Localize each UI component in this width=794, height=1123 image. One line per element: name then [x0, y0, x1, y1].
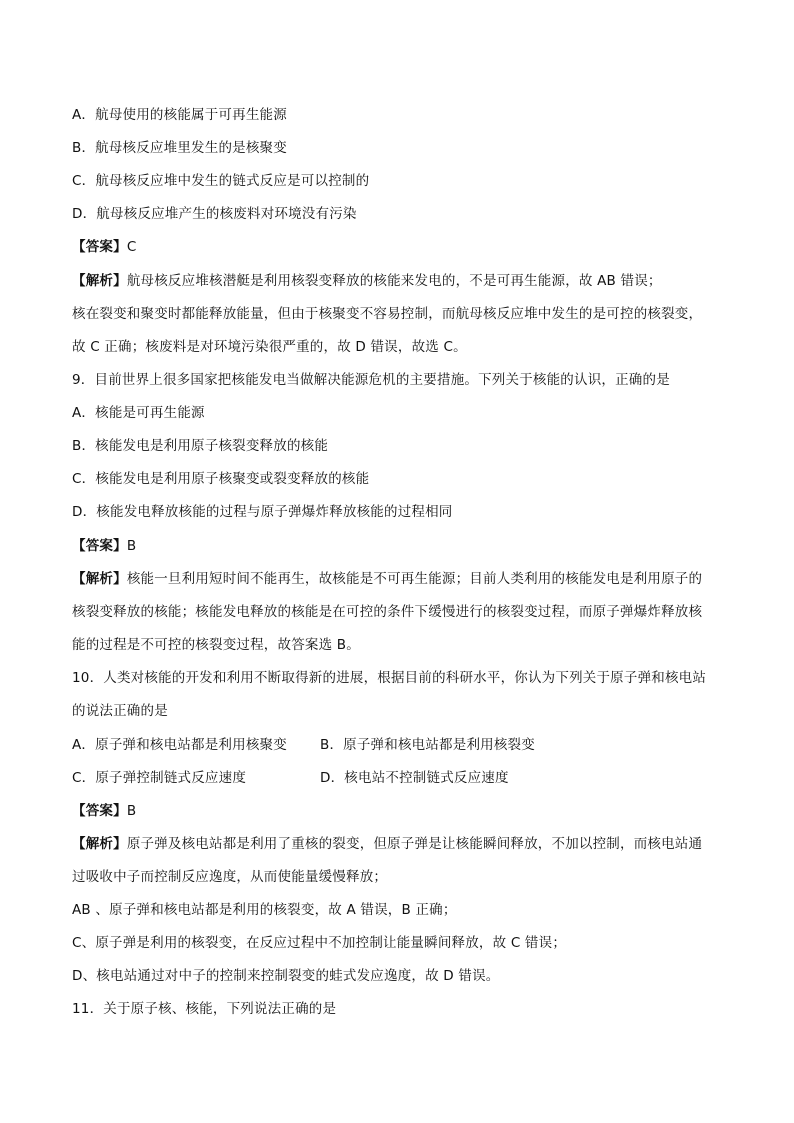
- q9-option-d: D．核能发电释放核能的过程与原子弹爆炸释放核能的过程相同: [72, 504, 453, 520]
- q9-option-b: B．核能发电是利用原子核裂变释放的核能: [72, 438, 329, 454]
- q10-analysis-line-1: [72, 835, 732, 853]
- q8-analysis-line-1: [72, 272, 732, 290]
- q9-option-c: C．核能发电是利用原子核聚变或裂变释放的核能: [72, 471, 370, 487]
- answer-value: B: [126, 538, 137, 554]
- answer-value: B: [126, 803, 137, 819]
- q9-analysis-line-1: [72, 570, 732, 588]
- q9-analysis-line-2: 核裂变释放的核能；核能发电释放的核能是在可控的条件下缓慢进行的核裂变过程，而原子弹爆炸释放核: [72, 604, 703, 620]
- analysis-text: 航母核反应堆核潜艇是利用核裂变释放的核能来发电的，不是可再生能源，故 AB 错误；: [126, 273, 662, 289]
- q10-analysis-line-2: 过吸收中子而控制反应逸度，从而使能量缓慢释放；: [72, 869, 388, 885]
- q10-option-b: B．原子弹和核电站都是利用核裂变: [320, 737, 535, 753]
- q8-option-b: B．航母核反应堆里发生的是核聚变: [72, 140, 287, 156]
- q10-analysis-line-3: AB 、原子弹和核电站都是利用的核裂变，故 A 错误，B 正确；: [72, 902, 457, 918]
- q10-options-row-2: [72, 769, 732, 787]
- answer-tag: 【答案】: [72, 803, 127, 819]
- q10-option-a: A．原子弹和核电站都是利用核聚变: [72, 737, 287, 753]
- q10-option-d: D．核电站不控制链式反应速度: [320, 770, 509, 786]
- q9-stem: 9．目前世界上很多国家把核能发电当做解决能源危机的主要措施。下列关于核能的认识，正确的是: [72, 372, 670, 388]
- q10-stem-line-1: 10．人类对核能的开发和利用不断取得新的进展，根据目前的科研水平，你认为下列关于原子弹和核电站: [72, 670, 707, 686]
- analysis-tag: 【解析】: [72, 571, 127, 587]
- q10-options-row-1: [72, 736, 732, 754]
- answer-value: C: [126, 239, 137, 255]
- q10-option-c: C．原子弹控制链式反应速度: [72, 770, 247, 786]
- q8-answer: [72, 238, 732, 256]
- answer-tag: 【答案】: [72, 239, 127, 255]
- analysis-tag: 【解析】: [72, 836, 127, 852]
- q8-option-c: C．航母核反应堆中发生的链式反应是可以控制的: [72, 173, 370, 189]
- q10-analysis-line-4: C、原子弹是利用的核裂变，在反应过程中不加控制让能量瞬间释放，故 C 错误；: [72, 935, 567, 951]
- q9-analysis-line-3: 能的过程是不可控的核裂变过程，故答案选 B。: [72, 637, 360, 653]
- q9-answer: [72, 537, 732, 555]
- q10-analysis-line-5: D、核电站通过对中子的控制来控制裂变的蛙式发应逸度，故 D 错误。: [72, 968, 500, 984]
- analysis-tag: 【解析】: [72, 273, 127, 289]
- q11-stem: 11．关于原子核、核能，下列说法正确的是: [72, 1001, 337, 1017]
- answer-tag: 【答案】: [72, 538, 127, 554]
- q8-analysis-line-3: 故 C 正确；核废料是对环境污染很严重的，故 D 错误，故选 C。: [72, 339, 467, 355]
- q8-option-a: A．航母使用的核能属于可再生能源: [72, 107, 287, 123]
- q8-analysis-line-2: 核在裂变和聚变时都能释放能量，但由于核聚变不容易控制，而航母核反应堆中发生的是可控的核裂变，: [72, 306, 703, 322]
- analysis-text: 原子弹及核电站都是利用了重核的裂变，但原子弹是让核能瞬间释放，不加以控制，而核电站通: [126, 836, 703, 852]
- q8-option-d: D．航母核反应堆产生的核废料对环境没有污染: [72, 206, 357, 222]
- q9-option-a: A．核能是可再生能源: [72, 405, 205, 421]
- analysis-text: 核能一旦利用短时间不能再生，故核能是不可再生能源；目前人类利用的核能发电是利用原子的: [126, 571, 703, 587]
- q10-stem-line-2: 的说法正确的是: [72, 703, 168, 719]
- q10-answer: [72, 802, 732, 820]
